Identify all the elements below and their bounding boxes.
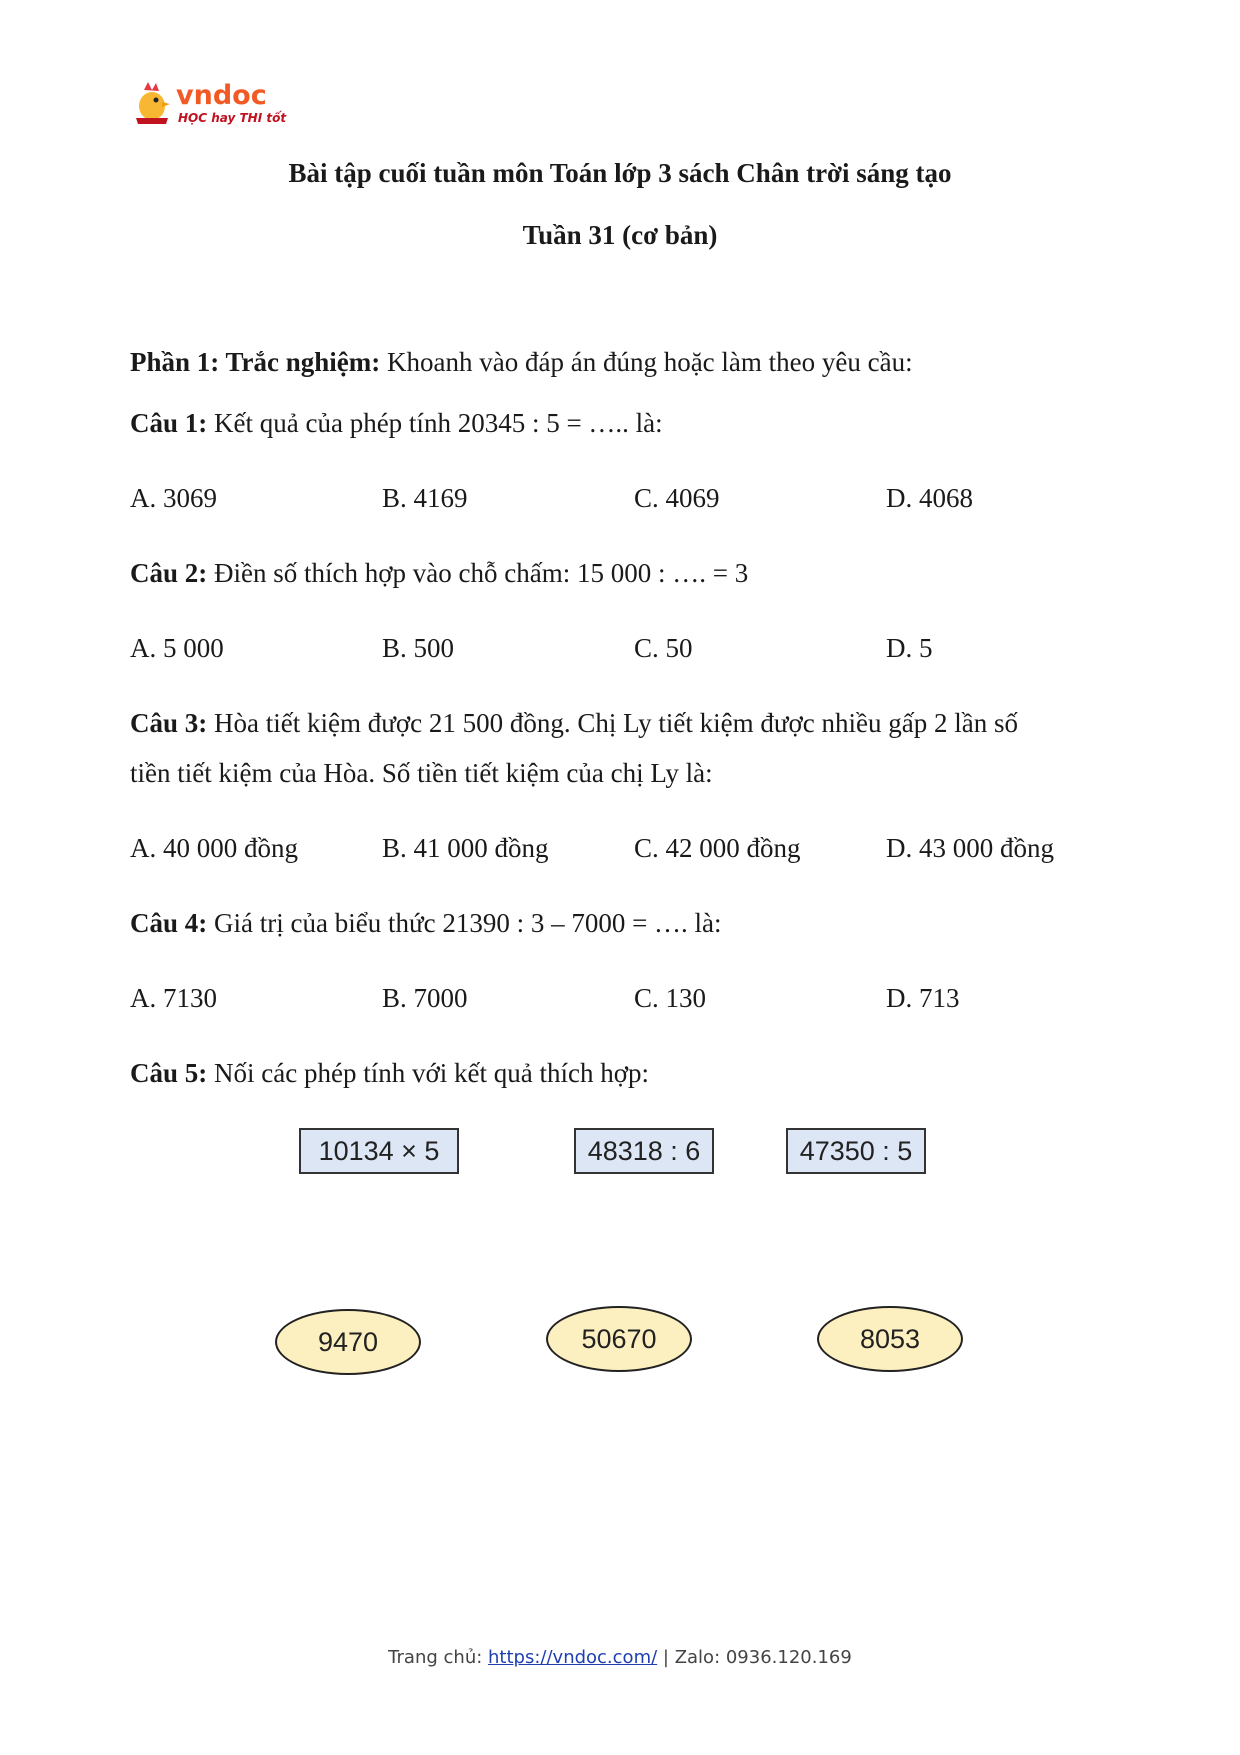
- part1-instruction: Khoanh vào đáp án đúng hoặc làm theo yêu cầu:: [380, 347, 913, 377]
- question-1-text: Kết quả của phép tính 20345 : 5 = ….. là:: [207, 408, 663, 438]
- result-oval-2[interactable]: 50670: [546, 1306, 692, 1372]
- homepage-link[interactable]: https://vndoc.com/: [488, 1647, 658, 1668]
- footer-separator: |: [657, 1647, 675, 1668]
- question-2-label: Câu 2:: [130, 558, 208, 588]
- option-d[interactable]: D. 4068: [886, 483, 973, 513]
- expression-box-3[interactable]: 47350 : 5: [786, 1128, 926, 1174]
- question-1-label: Câu 1:: [130, 408, 208, 438]
- question-4-label: Câu 4:: [130, 908, 208, 938]
- option-d[interactable]: D. 5: [886, 633, 933, 663]
- question-2: [130, 558, 748, 589]
- option-b[interactable]: B. 41 000 đồng: [382, 833, 549, 863]
- option-c[interactable]: C. 4069: [634, 483, 720, 513]
- question-3-label: Câu 3:: [130, 708, 208, 738]
- page-footer: [0, 1647, 1240, 1668]
- question-3-text-cont: tiền tiết kiệm của Hòa. Số tiền tiết kiệm của chị Ly là:: [130, 758, 713, 788]
- document-title: Bài tập cuối tuần môn Toán lớp 3 sách Chân trời sáng tạo: [288, 158, 952, 188]
- option-c[interactable]: C. 50: [634, 633, 693, 663]
- option-c[interactable]: C. 42 000 đồng: [634, 833, 801, 863]
- option-b[interactable]: B. 500: [382, 633, 455, 663]
- question-3-text: Hòa tiết kiệm được 21 500 đồng. Chị Ly tiết kiệm được nhiều gấp 2 lần số: [207, 708, 1018, 738]
- option-a[interactable]: A. 7130: [130, 983, 217, 1013]
- part1-heading: [130, 347, 913, 378]
- footer-zalo: Zalo: 0936.120.169: [674, 1647, 852, 1668]
- question-5: [130, 1058, 649, 1089]
- question-5-label: Câu 5:: [130, 1058, 208, 1088]
- question-1: [130, 408, 663, 439]
- footer-prefix: Trang chủ:: [388, 1647, 489, 1668]
- option-b[interactable]: B. 4169: [382, 483, 468, 513]
- document-subtitle: Tuần 31 (cơ bản): [522, 220, 718, 250]
- rooster-mascot-icon: [132, 78, 292, 130]
- question-4-text: Giá trị của biểu thức 21390 : 3 – 7000 = …. là:: [207, 908, 722, 938]
- option-b[interactable]: B. 7000: [382, 983, 468, 1013]
- question-5-text: Nối các phép tính với kết quả thích hợp:: [207, 1058, 649, 1088]
- expression-box-2[interactable]: 48318 : 6: [574, 1128, 714, 1174]
- option-d[interactable]: D. 713: [886, 983, 960, 1013]
- expression-box-1[interactable]: 10134 × 5: [299, 1128, 459, 1174]
- result-oval-3[interactable]: 8053: [817, 1306, 963, 1372]
- option-a[interactable]: A. 5 000: [130, 633, 224, 663]
- question-2-text: Điền số thích hợp vào chỗ chấm: 15 000 : …. = 3: [207, 558, 749, 588]
- part1-label: Phần 1: Trắc nghiệm:: [130, 347, 381, 377]
- result-oval-1[interactable]: 9470: [275, 1309, 421, 1375]
- option-a[interactable]: A. 40 000 đồng: [130, 833, 298, 863]
- vndoc-logo[interactable]: [132, 78, 292, 130]
- tagline-text: HỌC hay THI tốt: [178, 111, 287, 125]
- question-4: [130, 908, 722, 939]
- option-d[interactable]: D. 43 000 đồng: [886, 833, 1054, 863]
- option-a[interactable]: A. 3069: [130, 483, 217, 513]
- option-c[interactable]: C. 130: [634, 983, 707, 1013]
- question-3: [130, 708, 1018, 739]
- brand-text: vndoc: [176, 80, 267, 111]
